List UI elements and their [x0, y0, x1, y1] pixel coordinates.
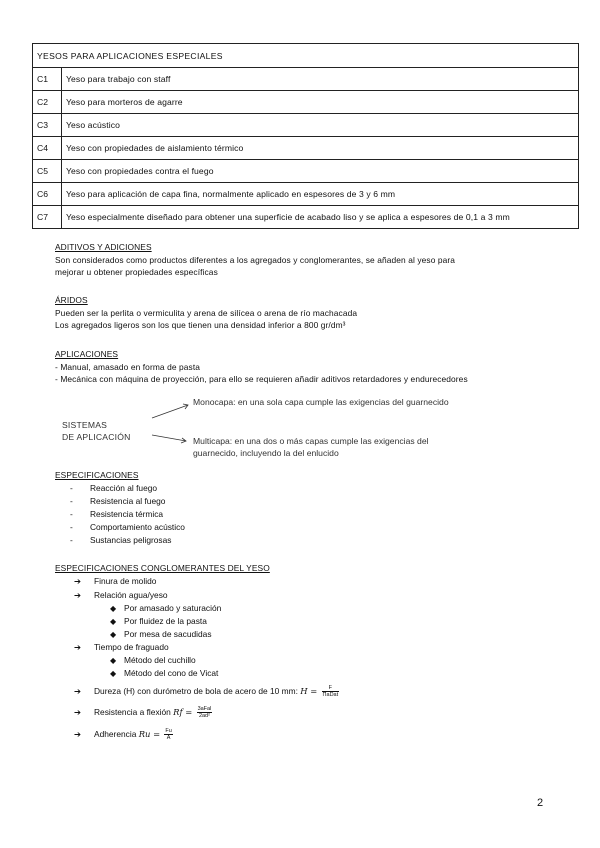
esp-conglo-heading-wrap [55, 562, 270, 575]
aditivos-heading: ADITIVOS Y ADICIONES [55, 242, 152, 252]
row-code: C4 [33, 137, 62, 160]
multicapa-line-2: guarnecido, incluyendo la del enlucido [193, 448, 339, 458]
sistemas-label-line-1: SISTEMAS [62, 420, 108, 430]
page-number: 2 [537, 797, 544, 809]
row-code: C5 [33, 160, 62, 183]
list-item: - Resistencia térmica [70, 509, 164, 519]
aditivos-line-2: mejorar u obtener propiedades específicas [55, 267, 218, 277]
resistencia-fraction: $\frac{\text{3aFal}}{\text{2ad²}}$ [197, 706, 212, 720]
aridos-heading: ÁRIDOS [55, 295, 88, 305]
especificaciones-list [70, 482, 185, 547]
aditivos-line-1: Son considerados como productos diferentes a los agregados y conglomerantes, se añaden al yeso para [55, 254, 456, 265]
aridos-section [55, 294, 357, 332]
row-desc: Yeso para aplicación de capa fina, normalmente aplicado en espesores de 3 y 6 mm [62, 183, 579, 206]
aridos-line-2: Los agregados ligeros son los que tienen una densidad inferior a 800 gr/dm³ [55, 320, 346, 330]
table-row [33, 183, 579, 206]
resistencia-item: ➔ Resistencia a flexión Rf = $\frac{\text{3aFal}}{\text{2ad²}}$ [74, 706, 212, 720]
row-desc: Yeso para trabajo con staff [62, 68, 579, 91]
adherencia-item: ➔ Adherencia Ru = $\frac{Fu}{A}$ [74, 728, 172, 742]
arrow-icon: ➔ [74, 576, 82, 586]
monocapa-text: Monocapa: en una sola capa cumple las exigencias del guarnecido [193, 397, 449, 407]
relacion-item: ➔ Relación agua/yeso [74, 590, 168, 600]
table-row [33, 160, 579, 183]
multicapa-line-1: Multicapa: en una dos o más capas cumple las exigencias del [193, 436, 429, 446]
arrow-icon: ➔ [74, 686, 82, 696]
table-row [33, 68, 579, 91]
finura-item: ➔ Finura de molido [74, 576, 157, 586]
dureza-formula-lhs: H = [300, 686, 318, 696]
aplicaciones-section [55, 348, 468, 386]
row-code: C7 [33, 206, 62, 229]
aridos-line-1: Pueden ser la perlita o vermiculita y arena de silícea o arena de río machacada [55, 307, 358, 318]
relacion-sub-item: ◆ Por fluidez de la pasta [110, 616, 207, 626]
arrow-to-multicapa [152, 435, 186, 441]
sistemas-label [62, 419, 131, 443]
aplicaciones-line-2: - Mecánica con máquina de proyección, para ello se requieren añadir aditivos retardadores y endurecedores [55, 374, 468, 384]
arrow-icon: ➔ [74, 590, 82, 600]
adherencia-fraction: $\frac{Fu}{A}$ [165, 728, 172, 742]
table-row [33, 137, 579, 160]
resistencia-formula-lhs: Rf = [173, 707, 193, 717]
row-code: C3 [33, 114, 62, 137]
list-item: - Reacción al fuego [70, 483, 158, 493]
diamond-icon: ◆ [110, 669, 117, 678]
row-code: C2 [33, 91, 62, 114]
arrow-icon: ➔ [74, 729, 82, 739]
especificaciones-heading-wrap [55, 469, 139, 482]
diamond-icon: ◆ [110, 656, 117, 665]
arrow-icon: ➔ [74, 707, 82, 717]
row-desc: Yeso para morteros de agarre [62, 91, 579, 114]
table-row [33, 91, 579, 114]
arrow-icon: ➔ [74, 642, 82, 652]
row-desc: Yeso especialmente diseñado para obtener una superficie de acabado liso y se aplica a espesores de 0,1 a 3 mm [62, 206, 579, 229]
relacion-sub-item: ◆ Por mesa de sacudidas [110, 629, 212, 639]
adherencia-formula-lhs: Ru = [138, 729, 161, 739]
row-desc: Yeso acústico [62, 114, 579, 137]
row-code: C1 [33, 68, 62, 91]
row-desc: Yeso con propiedades contra el fuego [62, 160, 579, 183]
table-row [33, 206, 579, 229]
tiempo-item: ➔ Tiempo de fraguado [74, 642, 169, 652]
aditivos-section [55, 241, 455, 279]
tiempo-sub-item: ◆ Método del cono de Vicat [110, 668, 219, 678]
diamond-icon: ◆ [110, 617, 117, 626]
table-title: YESOS PARA APLICACIONES ESPECIALES [33, 44, 579, 68]
list-item: - Comportamiento acústico [70, 522, 185, 532]
list-item: - Resistencia al fuego [70, 496, 166, 506]
aplicaciones-heading: APLICACIONES [55, 349, 119, 359]
esp-conglo-heading: ESPECIFICACIONES CONGLOMERANTES DEL YESO [55, 563, 270, 573]
table-row [33, 114, 579, 137]
especificaciones-heading: ESPECIFICACIONES [55, 470, 139, 480]
dureza-fraction: $\frac{F}{\text{ΠaDat}}$ [322, 685, 339, 699]
arrow-to-monocapa [152, 405, 188, 418]
row-code: C6 [33, 183, 62, 206]
tiempo-sub-item: ◆ Método del cuchillo [110, 655, 196, 665]
multicapa-text [193, 435, 429, 459]
relacion-sub-item: ◆ Por amasado y saturación [110, 603, 222, 613]
diamond-icon: ◆ [110, 630, 117, 639]
table-header-row [33, 44, 579, 68]
sistemas-arrows [148, 400, 198, 445]
list-item: - Sustancias peligrosas [70, 535, 172, 545]
aplicaciones-line-1: - Manual, amasado en forma de pasta [55, 361, 201, 372]
sistemas-label-line-2: DE APLICACIÓN [62, 432, 131, 442]
special-gypsum-table [32, 43, 579, 229]
row-desc: Yeso con propiedades de aislamiento térmico [62, 137, 579, 160]
dureza-item: ➔ Dureza (H) con durómetro de bola de acero de 10 mm: H = $\frac{F}{\text{ΠaDat}}$ [74, 685, 339, 699]
diamond-icon: ◆ [110, 604, 117, 613]
